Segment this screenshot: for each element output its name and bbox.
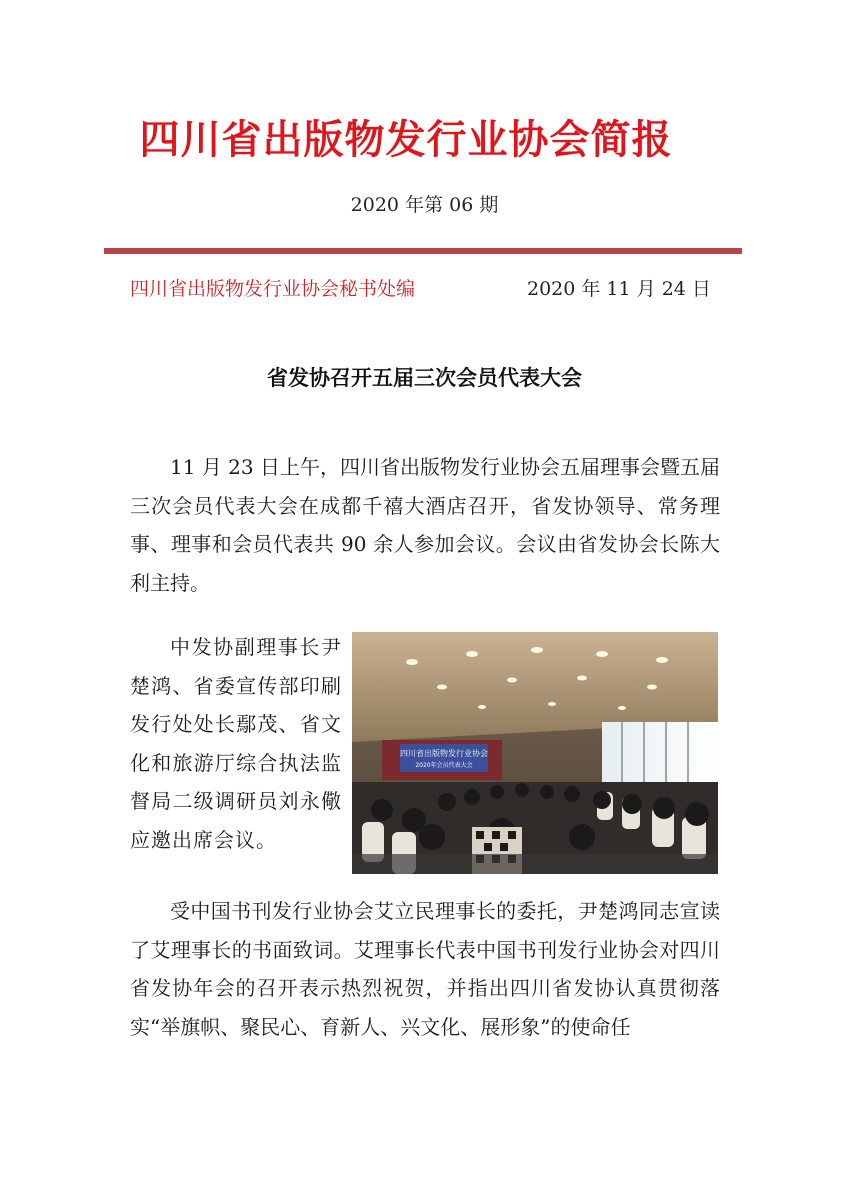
issue-number: 2020 年第 06 期 — [350, 194, 499, 216]
conference-photo-illustration — [352, 632, 718, 874]
header-divider — [104, 248, 742, 254]
editor-credit: 四川省出版物发行业协会秘书处编 — [130, 278, 416, 300]
article-headline: 省发协召开五届三次会员代表大会 — [267, 366, 582, 390]
publish-date: 2020 年 11 月 24 日 — [527, 278, 711, 300]
banner-text: 四川省出版物发行业协会 — [400, 749, 488, 758]
article-paragraph: 11 月 23 日上午，四川省出版物发行业协会五届理事会暨五届三次会员代表大会在成都千禧大酒店召开，省发协领导、常务理事、理事和会员代表共 90 余人参加会议。会议由省发协会长陈大利主持。 — [130, 455, 720, 595]
conference-photo — [352, 632, 718, 874]
article-paragraph: 中发协副理事长尹楚鸿、省委宣传部印刷发行处处长鄢茂、省文化和旅游厅综合执法监督局二级调研员刘永儆应邀出席会议。 — [130, 635, 342, 852]
article-paragraph: 受中国书刊发行业协会艾立民理事长的委托，尹楚鸿同志宣读了艾理事长的书面致词。艾理事长代表中国书刊发行业协会对四川省发协年会的召开表示热烈祝贺，并指出四川省发协认真贯彻落实“举旗帜、聚民心、育新人、兴文化、展形象”的使命任 — [130, 899, 720, 1039]
masthead-title: 四川省出版物发行业协会简报 — [139, 117, 673, 163]
banner-subtext: 2020年会员代表大会 — [415, 762, 473, 769]
